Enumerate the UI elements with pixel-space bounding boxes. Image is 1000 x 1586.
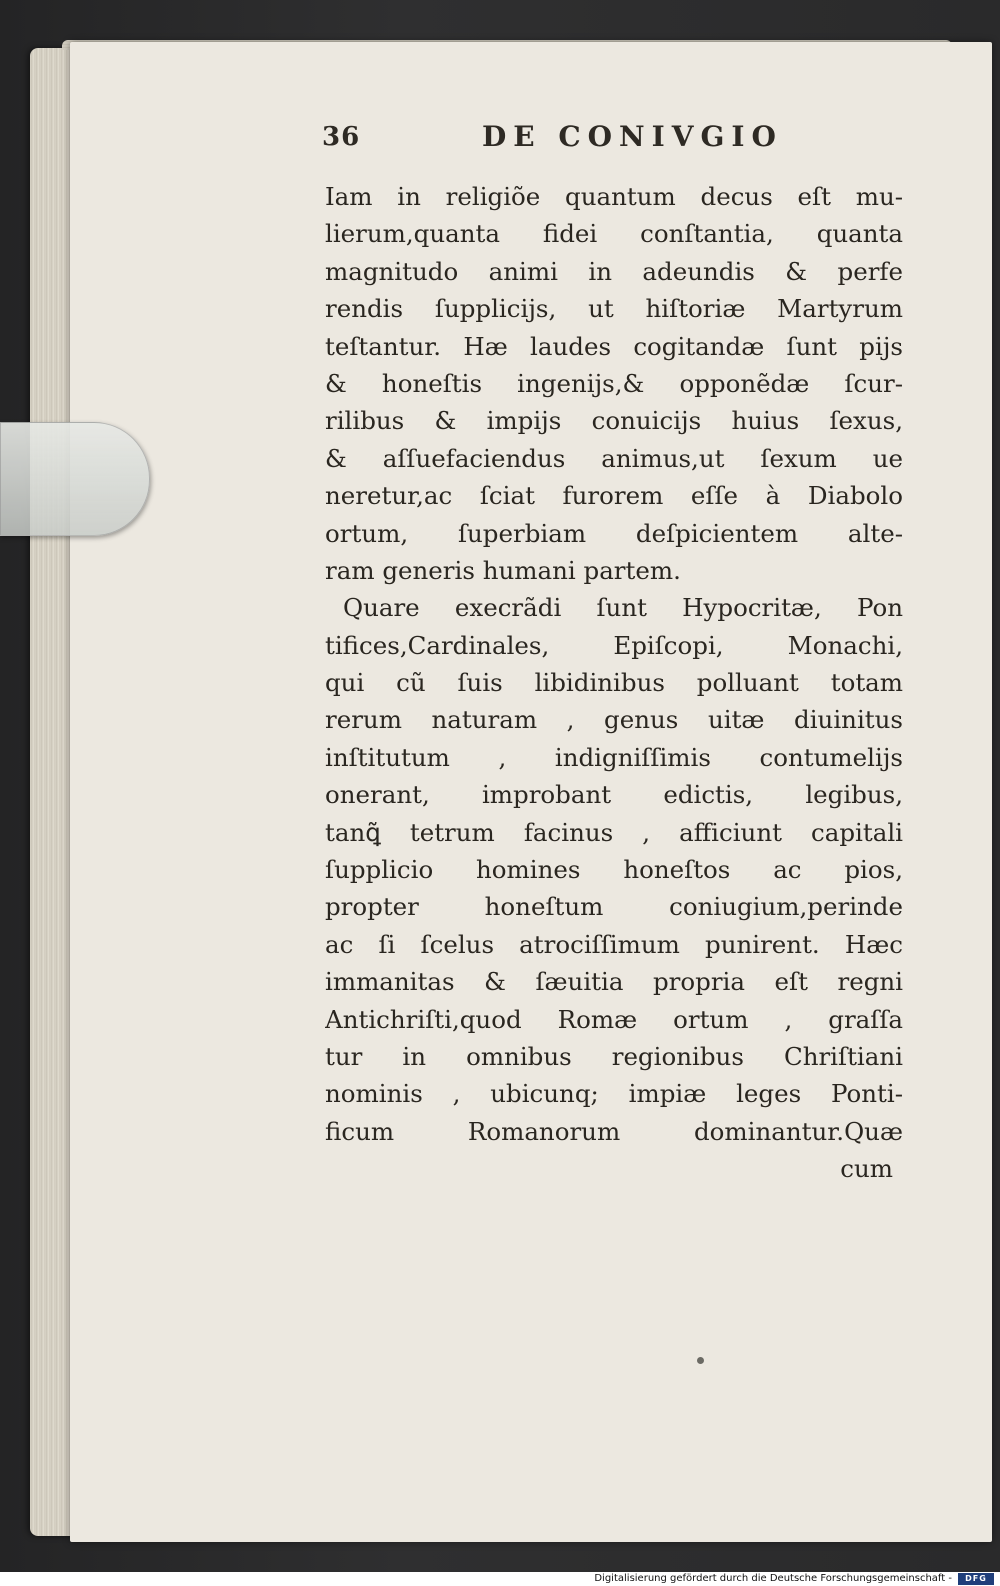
text-line: neretur,ac ſciat furorem eſſe à Diabolo (325, 481, 903, 511)
text-line: nominis , ubicunq; impiæ leges Ponti- (325, 1079, 903, 1109)
text-line: ortum, ſuperbiam deſpicientem alte- (325, 518, 903, 548)
text-line: inſtitutum , indigniſſimis contumelijs (325, 742, 903, 772)
body-text (325, 178, 903, 1188)
text-line: rerum naturam , genus uitæ diuinitus (325, 705, 903, 735)
text-line: propter honeſtum coniugium,perinde (325, 892, 903, 922)
text-line: tifices,Cardinales, Epiſcopi, Monachi, (325, 630, 903, 660)
text-line: Iam in religiõe quantum decus eſt mu- (325, 182, 903, 211)
text-line: Quare execrãdi ſunt Hypocritæ, Pon (343, 593, 903, 623)
dfg-logo: DFG (958, 1573, 994, 1585)
ink-speck (697, 1357, 704, 1364)
text-line: immanitas & ſæuitia propria eſt regni (325, 967, 903, 997)
running-title: DE CONIVGIO (482, 120, 783, 153)
text-line: magnitudo animi in adeundis & perfe (325, 256, 903, 286)
text-line: ſupplicio homines honeſtos ac pios, (325, 855, 903, 885)
funding-credit: Digitalisierung gefördert durch die Deutsche Forschungsgemeinschaft - (594, 1573, 952, 1584)
text-line: qui cũ ſuis libidinibus polluant totam (325, 668, 903, 698)
text-line: & aſſuefaciendus animus,ut ſexum ue (325, 443, 903, 473)
page-number: 36 (322, 122, 361, 152)
text-line: ram generis humani partem. (325, 555, 681, 585)
text-line: ficum Romanorum dominantur.Quæ (325, 1116, 903, 1146)
text-line: onerant, improbant edictis, legibus, (325, 780, 903, 810)
text-line: rilibus & impijs conuicijs huius ſexus, (325, 406, 903, 436)
text-line: ac ſi ſcelus atrociſſimum punirent. Hæc (325, 929, 903, 959)
catchword: cum (840, 1154, 893, 1184)
text-line: tur in omnibus regionibus Chriſtiani (325, 1041, 903, 1071)
page-clip (0, 422, 150, 536)
text-line: Antichriſti,quod Romæ ortum , graſſa (325, 1004, 903, 1034)
text-line: tanꝗ̃ tetrum facinus , afficiunt capitali (325, 817, 903, 847)
text-line: & honeſtis ingenijs,& opponẽdæ ſcur- (325, 368, 903, 398)
text-line: rendis ſupplicijs, ut hiſtoriæ Martyrum (325, 294, 903, 324)
text-line: lierum,quanta fidei conſtantia, quanta (325, 219, 903, 249)
running-head (322, 120, 802, 160)
text-line: teſtantur. Hæ laudes cogitandæ ſunt pijs (325, 331, 903, 361)
digitization-footer (0, 1572, 1000, 1586)
